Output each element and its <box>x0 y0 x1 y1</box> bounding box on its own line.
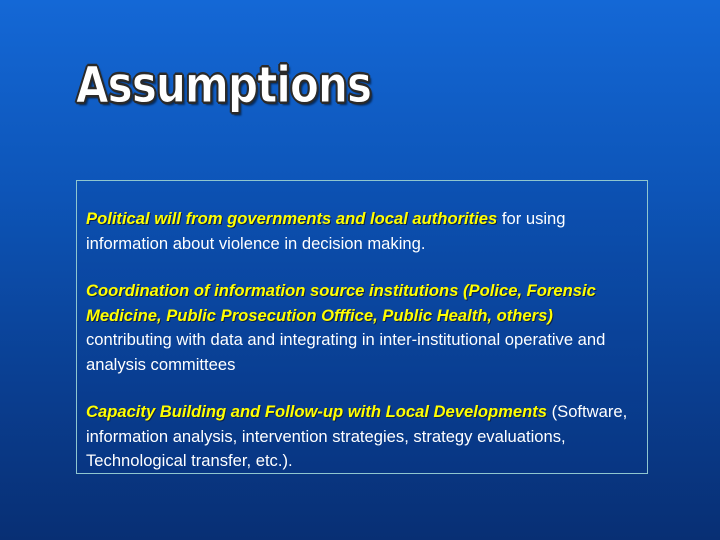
assumption-highlight: Coordination of information source institutions (Police, Forensic Medicine, Public Prosecution Offfice, Public Health, others) <box>86 281 596 325</box>
assumption-text: for using information about violence in decision making. <box>86 209 566 253</box>
assumption-coordination <box>86 279 641 377</box>
assumption-text: (Software, information analysis, intervention strategies, strategy evaluations, Technological transfer, etc.). <box>86 402 628 470</box>
assumptions-box <box>76 180 648 474</box>
slide-title: Assumptions <box>76 56 372 114</box>
assumption-political-will <box>86 207 641 256</box>
assumption-capacity-building <box>86 400 641 474</box>
assumption-text: contributing with data and integrating in inter-institutional operative and analysis committees <box>86 330 606 374</box>
assumption-highlight: Capacity Building and Follow-up with Local Developments <box>86 402 547 421</box>
assumption-highlight: Political will from governments and local authorities <box>86 209 498 228</box>
